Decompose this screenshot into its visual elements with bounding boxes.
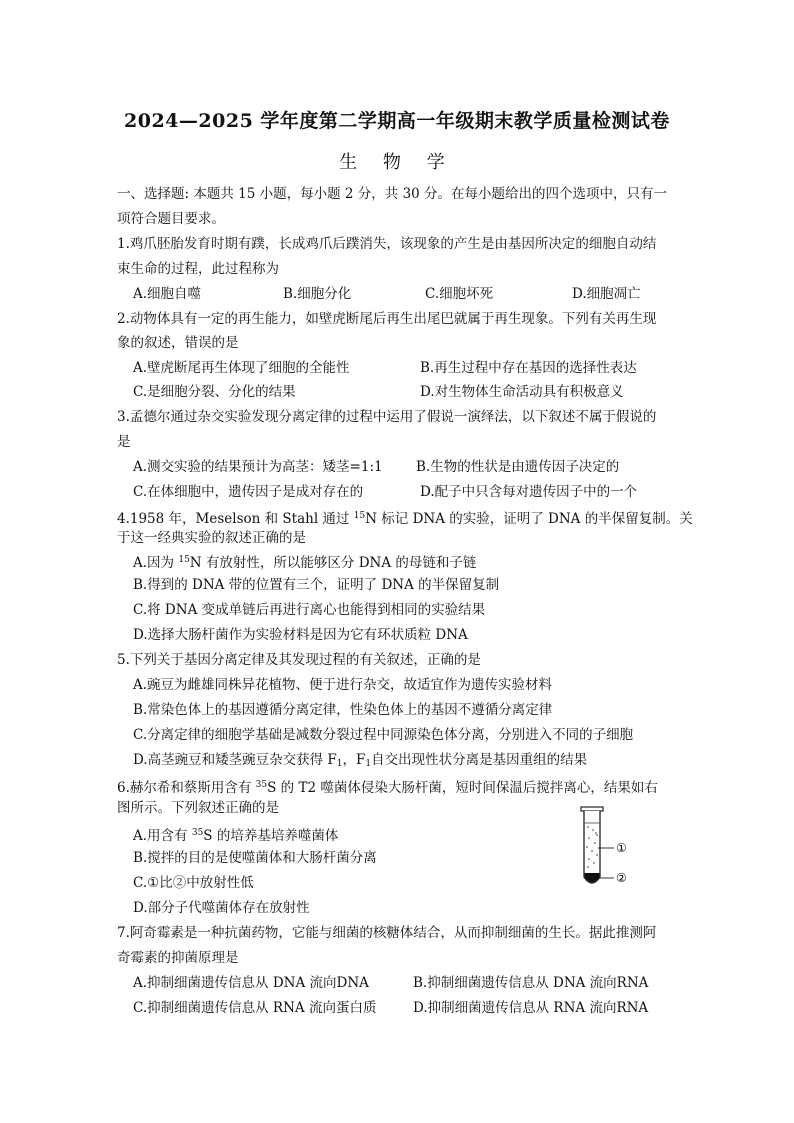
q4-option-a bbox=[133, 550, 476, 573]
q6-option-c bbox=[133, 873, 254, 893]
q4-stem-line1 bbox=[117, 506, 693, 529]
q1-stem-line1: 1.鸡爪胚胎发育时期有蹼，长成鸡爪后蹼消失，该现象的产生是由基因所决定的细胞自动结 bbox=[117, 236, 657, 252]
section-instructions-line2: 项符合题目要求。 bbox=[117, 211, 225, 227]
q6-stem-part2: S 的 T2 噬菌体侵染大肠杆菌，短时间保温后搅拌离心，结果如右 bbox=[267, 780, 658, 796]
q3-option-b: B.生物的性状是由遗传因子决定的 bbox=[416, 459, 620, 475]
q2-stem-line2: 象的叙述，错误的是 bbox=[117, 335, 239, 351]
q6-option-a-part1: A.用含有 bbox=[133, 828, 192, 844]
q1-option-a: A.细胞自噬 bbox=[133, 286, 202, 302]
q1-option-b: B.细胞分化 bbox=[283, 286, 352, 302]
q4-option-a-part1: A.因为 bbox=[133, 555, 179, 571]
q2-option-c: C.是细胞分裂、分化的结果 bbox=[133, 384, 296, 400]
q5-option-d bbox=[133, 750, 587, 774]
q3-stem-line1: 3.孟德尔通过杂交实验发现分离定律的过程中运用了假说一演绎法，以下叙述不属于假说的 bbox=[117, 409, 657, 425]
q6-stem-line1 bbox=[117, 775, 682, 798]
q1-option-d: D.细胞凋亡 bbox=[572, 286, 641, 302]
q4-option-d: D.选择大肠杆菌作为实验材料是因为它有环状质粒 DNA bbox=[133, 627, 468, 643]
tube-rim bbox=[581, 807, 603, 811]
q2-option-d: D.对生物体生命活动具有积极意义 bbox=[420, 384, 624, 400]
q6-option-a-isotope: 35 bbox=[191, 828, 204, 838]
figure-label-2: ② bbox=[616, 871, 627, 885]
q2-option-a: A.壁虎断尾再生体现了细胞的全能性 bbox=[133, 360, 350, 376]
q3-option-a: A.测交实验的结果预计为高茎：矮茎=1:1 bbox=[133, 459, 383, 475]
q7-stem-line2: 奇霉素的抑菌原理是 bbox=[117, 950, 239, 966]
q7-option-b: B.抑制细菌遗传信息从 DNA 流向RNA bbox=[413, 975, 649, 991]
q4-stem-part2: N 标记 DNA 的实验，证明了 DNA 的半保留复制。关 bbox=[365, 511, 693, 527]
q7-option-d: D.抑制细菌遗传信息从 RNA 流向RNA bbox=[413, 1000, 649, 1016]
q4-option-a-isotope: 15 bbox=[178, 555, 190, 565]
q6-stem-part1: 6.赫尔希和蔡斯用含有 bbox=[117, 780, 256, 796]
figure-label-1: ① bbox=[616, 841, 627, 855]
q6-option-c-part2: 比 bbox=[159, 875, 173, 891]
exam-title: 2024—2025 学年度第二学期高一年级期末教学质量检测试卷 bbox=[124, 110, 670, 132]
q5-option-d-part2: ，F bbox=[342, 752, 366, 768]
q6-option-a-part2: S 的培养基培养噬菌体 bbox=[203, 828, 339, 844]
q5-option-d-sub1: 1 bbox=[336, 759, 343, 769]
q6-isotope-mass: 35 bbox=[255, 780, 268, 790]
section-instructions-line1: 一、选择题: 本题共 15 小题，每小题 2 分，共 30 分。在每小题给出的四个选项中，只有一 bbox=[117, 186, 668, 202]
centrifuge-tube-figure bbox=[578, 805, 638, 895]
q7-option-c: C.抑制细菌遗传信息从 RNA 流向蛋白质 bbox=[133, 1000, 377, 1016]
q1-stem-line2: 束生命的过程，此过程称为 bbox=[117, 261, 279, 277]
q7-option-a: A.抑制细菌遗传信息从 DNA 流向DNA bbox=[133, 975, 369, 991]
subject-title: 生 物 学 bbox=[339, 152, 455, 173]
q1-option-c: C.细胞坏死 bbox=[425, 286, 494, 302]
q4-stem-line2: 于这一经典实验的叙述正确的是 bbox=[117, 530, 306, 546]
q5-option-a: A.豌豆为雌雄同株异花植物、便于进行杂交，故适宜作为遗传实验材料 bbox=[133, 677, 553, 693]
q6-option-c-part1: C. bbox=[133, 875, 148, 891]
q4-isotope-mass: 15 bbox=[353, 511, 366, 521]
q6-option-c-part3: 中放射性低 bbox=[186, 875, 254, 891]
q3-option-d: D.配子中只含每对遗传因子中的一个 bbox=[420, 484, 638, 500]
q5-option-d-sub2: 1 bbox=[365, 759, 372, 769]
q6-stem-line2: 图所示。下列叙述正确的是 bbox=[117, 800, 279, 816]
q5-stem-line1: 5.下列关于基因分离定律及其发现过程的有关叙述，正确的是 bbox=[117, 652, 481, 668]
q2-option-b: B.再生过程中存在基因的选择性表达 bbox=[420, 360, 637, 376]
q6-option-b: B.搅拌的目的是使噬菌体和大肠杆菌分离 bbox=[133, 850, 377, 866]
q7-stem-line1: 7.阿奇霉素是一种抗菌药物，它能与细菌的核糖体结合，从而抑制细菌的生长。据此推测阿 bbox=[117, 925, 657, 941]
q4-stem-part1: 4.1958 年，Meselson 和 Stahl 通过 bbox=[117, 511, 354, 527]
q5-option-b: B.常染色体上的基因遵循分离定律，性染色体上的基因不遵循分离定律 bbox=[133, 702, 553, 718]
q2-stem-line1: 2.动物体具有一定的再生能力，如壁虎断尾后再生出尾巴就属于再生现象。下列有关再生现 bbox=[117, 311, 657, 327]
q4-option-b: B.得到的 DNA 带的位置有三个，证明了 DNA 的半保留复制 bbox=[133, 577, 500, 593]
q4-option-c: C.将 DNA 变成单链后再进行离心也能得到相同的实验结果 bbox=[133, 602, 486, 618]
q6-option-d: D.部分子代噬菌体存在放射性 bbox=[133, 900, 310, 916]
q6-option-a bbox=[133, 823, 338, 846]
q3-option-c: C.在体细胞中，遗传因子是成对存在的 bbox=[133, 484, 364, 500]
q6-option-c-circle1: ① bbox=[147, 875, 160, 891]
q5-option-d-part3: 自交出现性状分离是基因重组的结果 bbox=[371, 752, 588, 768]
q3-stem-line2: 是 bbox=[117, 434, 131, 450]
q5-option-d-part1: D.高茎豌豆和矮茎豌豆杂交获得 F bbox=[133, 752, 337, 768]
q5-option-c: C.分离定律的细胞学基础是减数分裂过程中同源染色体分离，分别进入不同的子细胞 bbox=[133, 727, 634, 743]
q6-option-c-circle2: ② bbox=[172, 875, 187, 891]
q4-option-a-part2: N 有放射性，所以能够区分 DNA 的母链和子链 bbox=[189, 555, 477, 571]
